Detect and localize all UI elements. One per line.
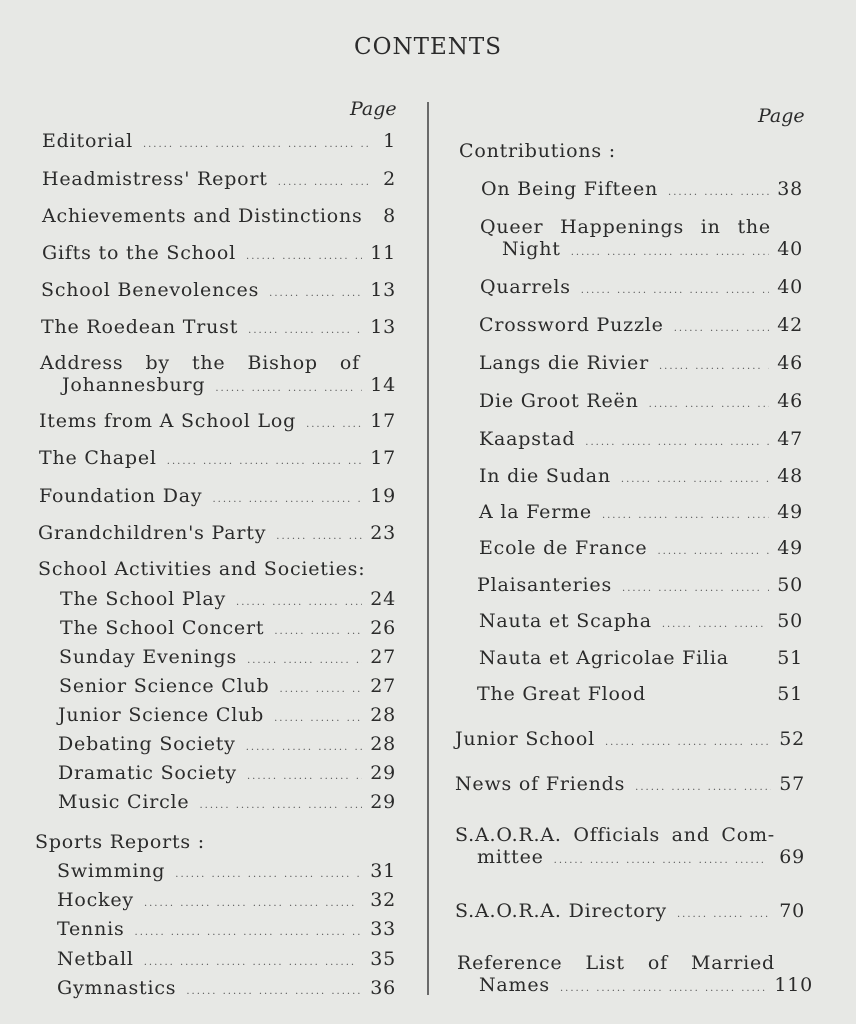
toc-page-number: 26 xyxy=(370,617,396,639)
toc-entry-ecole-de-france[interactable] xyxy=(479,537,803,559)
dot-leader xyxy=(649,399,770,410)
dot-leader xyxy=(246,742,363,753)
section-heading-activities: School Activities and Societies: xyxy=(38,558,366,580)
toc-entry-dramatic[interactable] xyxy=(58,762,396,784)
toc-page-number: 46 xyxy=(777,390,803,412)
toc-entry-netball[interactable] xyxy=(57,948,396,970)
toc-entry-title: The Chapel xyxy=(39,447,157,469)
toc-page-number: 50 xyxy=(777,574,803,596)
toc-entry-title: Junior Science Club xyxy=(58,704,265,726)
toc-page-number: 70 xyxy=(779,900,805,922)
toc-page-number: 36 xyxy=(370,977,396,999)
toc-page-number: 29 xyxy=(370,791,396,813)
toc-entry-editorial[interactable] xyxy=(42,130,396,152)
entry-line-1 xyxy=(40,352,396,374)
dot-leader xyxy=(274,713,362,724)
toc-entry-title: Junior School xyxy=(455,728,595,750)
toc-page-number: 24 xyxy=(370,588,396,610)
dot-leader xyxy=(199,800,362,811)
dot-leader xyxy=(274,626,362,637)
toc-entry-title: In die Sudan xyxy=(479,465,611,487)
toc-entry-langs-die-rivier[interactable] xyxy=(479,352,803,374)
toc-entry-title: A la Ferme xyxy=(479,501,592,523)
toc-entry-in-die-sudan[interactable] xyxy=(479,465,803,487)
toc-page-number: 32 xyxy=(370,889,396,911)
toc-page-number: 69 xyxy=(779,846,805,868)
toc-entry-achievements[interactable] xyxy=(42,205,396,227)
toc-entry-gymnastics[interactable] xyxy=(57,977,396,999)
dot-leader xyxy=(278,177,368,188)
toc-page-number: 49 xyxy=(777,537,803,559)
word: the xyxy=(191,352,226,374)
toc-page-number: 13 xyxy=(370,316,396,338)
toc-page-number: 29 xyxy=(370,762,396,784)
toc-entry-grandchildren-party[interactable] xyxy=(38,522,396,544)
dot-leader xyxy=(276,531,362,542)
toc-page-number: 46 xyxy=(777,352,803,374)
toc-entry-gifts[interactable] xyxy=(42,242,396,264)
entry-line-2 xyxy=(457,974,813,1000)
toc-entry-quarrels[interactable] xyxy=(480,276,803,298)
toc-entry-chapel[interactable] xyxy=(39,447,396,469)
toc-entry-roedean-trust[interactable] xyxy=(41,316,396,338)
dot-leader xyxy=(605,737,771,748)
word: Queer xyxy=(480,216,544,238)
toc-entry-news-of-friends[interactable] xyxy=(455,773,805,795)
word: the xyxy=(737,216,771,238)
toc-entry-debating[interactable] xyxy=(58,733,396,755)
toc-entry-title: School Benevolences xyxy=(41,279,260,301)
toc-entry-title: The Great Flood xyxy=(477,683,647,705)
entry-line-1 xyxy=(457,952,813,974)
toc-page-number: 51 xyxy=(777,647,803,669)
toc-entry-title: News of Friends xyxy=(455,773,626,795)
toc-entry-title: Nauta et Scapha xyxy=(479,610,652,632)
dot-leader xyxy=(662,619,769,630)
toc-entry-music-circle[interactable] xyxy=(58,791,396,813)
dot-leader xyxy=(167,456,362,467)
dot-leader xyxy=(175,869,362,880)
toc-entry-title: Gifts to the School xyxy=(42,242,237,264)
dot-leader xyxy=(215,378,362,400)
toc-entry-hockey[interactable] xyxy=(57,889,396,911)
toc-entry-great-flood[interactable] xyxy=(477,683,803,705)
toc-entry-saora-directory[interactable] xyxy=(455,900,805,922)
dot-leader xyxy=(306,419,362,430)
toc-entry-title: Headmistress' Report xyxy=(42,168,268,190)
entry-line-2 xyxy=(455,846,805,872)
dot-leader xyxy=(144,957,362,968)
toc-page-number: 19 xyxy=(370,485,396,507)
toc-entry-title: Gymnastics xyxy=(57,977,177,999)
dot-leader xyxy=(554,850,772,872)
dot-leader xyxy=(674,323,770,334)
toc-page-number: 27 xyxy=(370,646,396,668)
toc-page-number: 1 xyxy=(383,130,396,152)
toc-entry-nauta-agricolae[interactable] xyxy=(479,647,803,669)
word: by xyxy=(145,352,170,374)
toc-page-number: 28 xyxy=(370,733,396,755)
toc-entry-title: The School Play xyxy=(60,588,227,610)
entry-line-2 xyxy=(40,374,396,400)
section-heading-sports: Sports Reports : xyxy=(35,831,205,853)
toc-entry-school-log[interactable] xyxy=(39,410,396,432)
toc-entry-groot-reen[interactable] xyxy=(479,390,803,412)
toc-entry-title: Hockey xyxy=(57,889,134,911)
toc-entry-kaapstad[interactable] xyxy=(479,428,803,450)
word: Happenings xyxy=(560,216,685,238)
dot-leader xyxy=(246,251,362,262)
toc-entry-title: Sunday Evenings xyxy=(59,646,238,668)
toc-entry-junior-school[interactable] xyxy=(455,728,805,750)
toc-page-number: 2 xyxy=(383,168,396,190)
toc-page-number: 17 xyxy=(370,410,396,432)
toc-page-number: 49 xyxy=(777,501,803,523)
toc-entry-title: Grandchildren's Party xyxy=(38,522,267,544)
toc-page-number: 28 xyxy=(370,704,396,726)
toc-entry-title: Items from A School Log xyxy=(39,410,297,432)
column-divider xyxy=(427,102,429,995)
toc-entry-benevolences[interactable] xyxy=(41,279,396,301)
page-label-right: Page xyxy=(758,105,805,127)
word: Married xyxy=(690,952,775,974)
dot-leader xyxy=(659,361,769,372)
toc-page-number: 33 xyxy=(370,918,396,940)
entry-line-1 xyxy=(455,824,805,846)
dot-leader xyxy=(247,771,362,782)
toc-page-number: 13 xyxy=(370,279,396,301)
dot-leader xyxy=(144,898,362,909)
toc-entry-title: Night xyxy=(502,238,561,260)
word: Officials xyxy=(573,824,661,846)
dot-leader xyxy=(602,510,769,521)
dot-leader xyxy=(657,546,769,557)
toc-entry-title: S.A.O.R.A. Directory xyxy=(455,900,667,922)
word: Com- xyxy=(721,824,775,846)
toc-entry-title: Crossword Puzzle xyxy=(479,314,664,336)
toc-entry-title: Langs die Rivier xyxy=(479,352,649,374)
toc-page-number: 47 xyxy=(777,428,803,450)
toc-entry-school-concert[interactable] xyxy=(60,617,396,639)
dot-leader xyxy=(585,437,769,448)
toc-entry-title: Tennis xyxy=(57,918,125,940)
toc-entry-sunday-evenings[interactable] xyxy=(59,646,396,668)
section-heading-contributions: Contributions : xyxy=(459,140,616,162)
dot-leader xyxy=(248,325,362,336)
word: of xyxy=(647,952,668,974)
toc-entry-bishop-address[interactable] xyxy=(40,352,396,400)
toc-entry-title: Foundation Day xyxy=(39,485,203,507)
toc-page-number: 35 xyxy=(370,948,396,970)
toc-entry-swimming[interactable] xyxy=(57,860,396,882)
entry-line-1 xyxy=(480,216,803,238)
dot-leader xyxy=(635,782,771,793)
toc-entry-title: Dramatic Society xyxy=(58,762,237,784)
dot-leader xyxy=(186,986,362,997)
word: and xyxy=(671,824,710,846)
toc-entry-title: Names xyxy=(479,974,550,996)
toc-page-number: 57 xyxy=(779,773,805,795)
contents-title: CONTENTS xyxy=(354,34,502,60)
word: List xyxy=(585,952,625,974)
toc-entry-title: mittee xyxy=(477,846,544,868)
toc-entry-title: Netball xyxy=(57,948,134,970)
word: Address xyxy=(40,352,124,374)
dot-leader xyxy=(236,597,362,608)
toc-page-number: 40 xyxy=(777,276,803,298)
toc-page-number: 11 xyxy=(370,242,396,264)
toc-page-number: 42 xyxy=(777,314,803,336)
toc-entry-title: Editorial xyxy=(42,130,133,152)
toc-entry-plaisanteries[interactable] xyxy=(477,574,803,596)
dot-leader xyxy=(668,187,769,198)
toc-entry-senior-science[interactable] xyxy=(59,675,396,697)
word: Bishop xyxy=(247,352,318,374)
dot-leader xyxy=(560,978,766,1000)
toc-entry-title: Nauta et Agricolae Filia xyxy=(479,647,729,669)
dot-leader xyxy=(135,927,363,938)
toc-entry-title: Kaapstad xyxy=(479,428,576,450)
toc-entry-title: Die Groot Reën xyxy=(479,390,639,412)
dot-leader xyxy=(269,288,362,299)
toc-entry-title: Swimming xyxy=(57,860,166,882)
toc-entry-queer-happenings[interactable] xyxy=(480,216,803,264)
toc-entry-being-fifteen[interactable] xyxy=(481,178,803,200)
toc-entry-nauta-et-scapha[interactable] xyxy=(479,610,803,632)
entry-line-2 xyxy=(480,238,803,264)
dot-leader xyxy=(581,285,769,296)
toc-page-number: 50 xyxy=(777,610,803,632)
dot-leader xyxy=(247,655,362,666)
page-label-left: Page xyxy=(350,98,397,120)
toc-entry-title: Music Circle xyxy=(58,791,190,813)
toc-page-number: 51 xyxy=(777,683,803,705)
toc-entry-headmistress-report[interactable] xyxy=(42,168,396,190)
toc-entry-title: Quarrels xyxy=(480,276,571,298)
toc-page-number: 14 xyxy=(370,374,396,396)
toc-page-number: 52 xyxy=(779,728,805,750)
dot-leader xyxy=(143,139,368,150)
word: Reference xyxy=(457,952,563,974)
dot-leader xyxy=(677,909,771,920)
toc-entry-title: Senior Science Club xyxy=(59,675,270,697)
toc-entry-title: Debating Society xyxy=(58,733,236,755)
toc-entry-crossword[interactable] xyxy=(479,314,803,336)
toc-entry-title: Johannesburg xyxy=(62,374,206,396)
toc-entry-title: On Being Fifteen xyxy=(481,178,659,200)
toc-page-number: 23 xyxy=(370,522,396,544)
toc-entry-title: The School Concert xyxy=(60,617,265,639)
dot-leader xyxy=(280,684,363,695)
word: S.A.O.R.A. xyxy=(455,824,562,846)
toc-entry-married-names[interactable] xyxy=(457,952,813,1000)
dot-leader xyxy=(622,583,769,594)
toc-entry-title: The Roedean Trust xyxy=(41,316,239,338)
toc-entry-title: Plaisanteries xyxy=(477,574,613,596)
dot-leader xyxy=(571,242,769,264)
toc-entry-tennis[interactable] xyxy=(57,918,396,940)
toc-page-number: 38 xyxy=(777,178,803,200)
dot-leader xyxy=(621,474,769,485)
toc-entry-title: Ecole de France xyxy=(479,537,648,559)
toc-entry-title: Achievements and Distinctions xyxy=(42,205,363,227)
toc-entry-foundation-day[interactable] xyxy=(39,485,396,507)
word: of xyxy=(339,352,360,374)
word: in xyxy=(700,216,721,238)
toc-entry-saora-officials[interactable] xyxy=(455,824,805,872)
toc-entry-junior-science[interactable] xyxy=(58,704,396,726)
toc-page-number: 8 xyxy=(383,205,396,227)
toc-page-number: 40 xyxy=(777,238,803,260)
toc-page-number: 31 xyxy=(370,860,396,882)
toc-entry-a-la-ferme[interactable] xyxy=(479,501,803,523)
toc-entry-school-play[interactable] xyxy=(60,588,396,610)
toc-page-number: 110 xyxy=(774,974,813,996)
toc-page-number: 17 xyxy=(370,447,396,469)
toc-page-number: 48 xyxy=(777,465,803,487)
dot-leader xyxy=(212,494,362,505)
toc-page-number: 27 xyxy=(370,675,396,697)
